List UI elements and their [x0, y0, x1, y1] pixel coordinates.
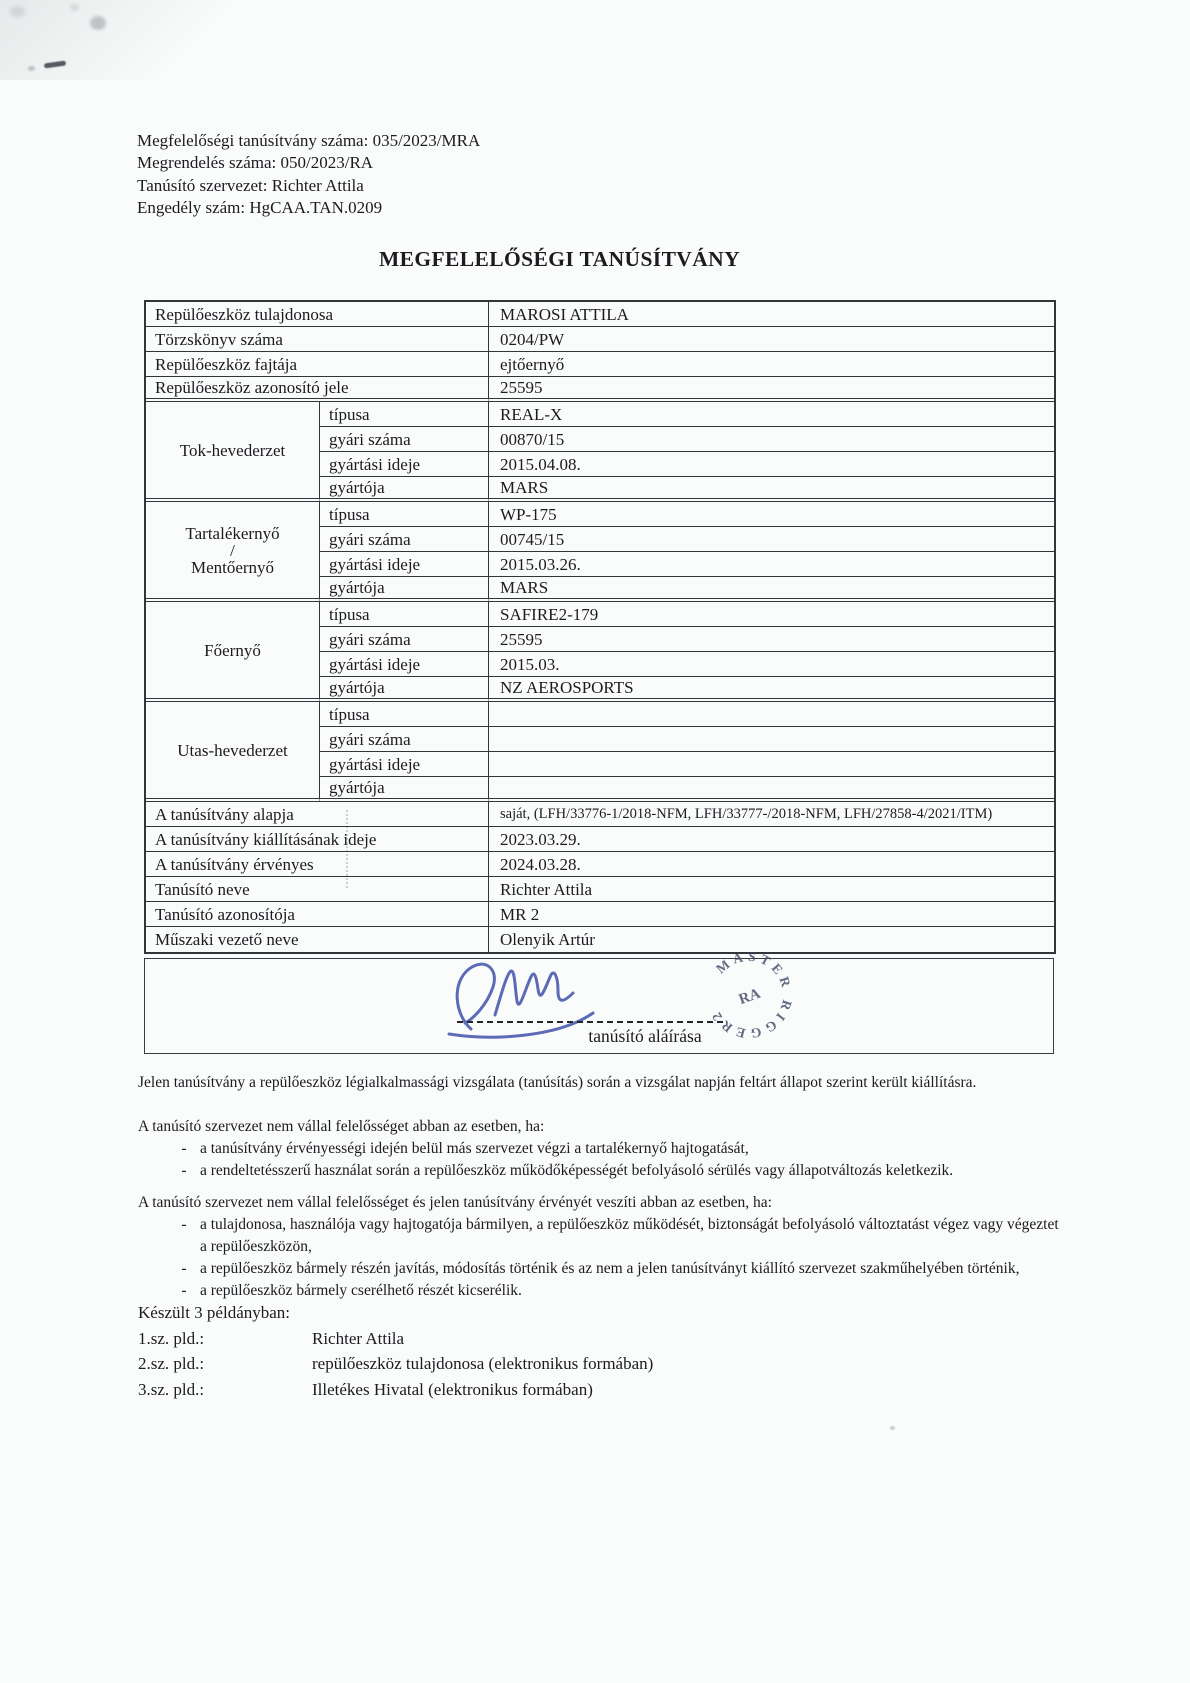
subfield-label: típusa — [320, 602, 489, 627]
row-label-owner: Repülőeszköz tulajdonosa — [146, 302, 489, 327]
section-name-reserve-parachute: Tartalékernyő / Mentőernyő — [146, 502, 320, 602]
subfield-value: 2015.03.26. — [489, 552, 1054, 577]
svg-text:RA: RA — [736, 985, 763, 1008]
scan-smudge — [28, 66, 35, 71]
subfield-label: gyári száma — [320, 727, 489, 752]
row-value-issue-date: 2023.03.29. — [489, 827, 1054, 852]
row-value-certifier-id: MR 2 — [489, 902, 1054, 927]
scan-edge-shading — [0, 0, 260, 80]
row-label-aircraft-id: Repülőeszköz azonosító jele — [146, 377, 489, 402]
copy-item: 1.sz. pld.: Richter Attila — [138, 1328, 405, 1348]
subfield-label: típusa — [320, 402, 489, 427]
subfield-label: gyártója — [320, 477, 489, 502]
issued-note: Jelen tanúsítvány a repülőeszköz légialkalmassági vizsgálata (tanúsítás) során a vizsgálat napján feltárt állapot szerint került kiállításra. — [138, 1074, 977, 1091]
scan-smudge — [90, 16, 106, 30]
bullet-dash: - — [181, 1260, 187, 1277]
certifier-organization-line: Tanúsító szervezet: Richter Attila — [137, 175, 364, 195]
subfield-value: 00745/15 — [489, 527, 1054, 552]
subfield-label: gyártási ideje — [320, 652, 489, 677]
scan-smudge — [10, 6, 25, 17]
subfield-value: 2015.04.08. — [489, 452, 1054, 477]
subfield-label: gyártója — [320, 577, 489, 602]
subfield-value: 25595 — [489, 627, 1054, 652]
row-label-registry-number: Törzskönyv száma — [146, 327, 489, 352]
certificate-number-line: Megfelelőségi tanúsítvány száma: 035/2023/MRA — [137, 131, 481, 150]
subfield-value: MARS — [489, 577, 1054, 602]
subfield-value: WP-175 — [489, 502, 1054, 527]
list-item: - a rendeltetésszerű használat során a repülőeszköz működőképességét befolyásoló sérülés vagy állapotváltozás keletkezik. — [138, 1160, 1068, 1182]
subfield-label: gyártási ideje — [320, 452, 489, 477]
disclaimer-1-intro: A tanúsító szervezet nem vállal felelősséget abban az esetben, ha: — [138, 1118, 545, 1135]
subfield-label: gyári száma — [320, 427, 489, 452]
disclaimer-2 — [138, 1192, 1068, 1302]
subfield-value-empty — [489, 777, 1054, 802]
bullet-dash: - — [181, 1282, 187, 1299]
subfield-label: típusa — [320, 702, 489, 727]
row-value-certifier-name: Richter Attila — [489, 877, 1054, 902]
subfield-label: gyártója — [320, 677, 489, 702]
list-item: - a repülőeszköz bármely részén javítás, módosítás történik és az nem a jelen tanúsítványt kiállító szervezet szakműhelyében történik, — [138, 1258, 1068, 1280]
subfield-label: gyári száma — [320, 627, 489, 652]
signature-line — [457, 1021, 723, 1023]
section-name-main-canopy: Főernyő — [146, 602, 320, 702]
disclaimer-2-intro: A tanúsító szervezet nem vállal felelősséget és jelen tanúsítvány érvényét veszíti abban az esetben, ha: — [138, 1194, 772, 1211]
section-name-harness-container: Tok-hevederzet — [146, 402, 320, 502]
scan-smudge — [890, 1426, 895, 1430]
list-item: - a tulajdonosa, használója vagy hajtogatója bármilyen, a repülőeszköz működését, biztonságát befolyásoló változtatást végez vagy végeztet a repülőeszközön, — [138, 1214, 1068, 1258]
subfield-label: gyártója — [320, 777, 489, 802]
subfield-value: REAL-X — [489, 402, 1054, 427]
permit-number-line: Engedély szám: HgCAA.TAN.0209 — [137, 198, 383, 218]
subfield-value: 00870/15 — [489, 427, 1054, 452]
copy-item: 3.sz. pld.: Illetékes Hivatal (elektronikus formában) — [138, 1379, 593, 1399]
subfield-label: gyártási ideje — [320, 752, 489, 777]
copies-block — [138, 1300, 653, 1402]
subfield-value-empty — [489, 727, 1054, 752]
page-title: MEGFELELŐSÉGI TANÚSÍTVÁNY — [378, 247, 741, 271]
subfield-value: 2015.03. — [489, 652, 1054, 677]
subfield-value: NZ AEROSPORTS — [489, 677, 1054, 702]
list-item: - a repülőeszköz bármely cserélhető részét kicserélik. — [138, 1280, 1068, 1302]
section-name-passenger-harness: Utas-hevederzet — [146, 702, 320, 802]
bullet-dash: - — [181, 1216, 187, 1233]
bullet-dash: - — [181, 1162, 187, 1179]
scan-smudge — [70, 4, 79, 11]
certificate-table — [144, 300, 1056, 954]
copies-intro: Készült 3 példányban: — [138, 1303, 291, 1322]
subfield-value-empty — [489, 702, 1054, 727]
subfield-label: gyártási ideje — [320, 552, 489, 577]
row-value-valid-until: 2024.03.28. — [489, 852, 1054, 877]
row-value-owner: MAROSI ATTILA — [489, 302, 1054, 327]
row-value-aircraft-id: 25595 — [489, 377, 1054, 402]
copy-item: 2.sz. pld.: repülőeszköz tulajdonosa (elektronikus formában) — [138, 1354, 654, 1373]
signature-caption: tanúsító aláírása — [588, 1026, 702, 1046]
row-value-registry-number: 0204/PW — [489, 327, 1054, 352]
disclaimer-1 — [138, 1116, 1068, 1182]
signature-box — [144, 948, 1054, 1054]
bullet-dash: - — [181, 1140, 187, 1157]
row-label-certifier-name: Tanúsító neve — [146, 877, 489, 902]
row-label-certificate-basis: A tanúsítvány alapja — [146, 802, 489, 827]
row-label-technical-leader: Műszaki vezető neve — [146, 927, 489, 952]
subfield-value: MARS — [489, 477, 1054, 502]
order-number-line: Megrendelés száma: 050/2023/RA — [137, 153, 374, 173]
subfield-value: SAFIRE2-179 — [489, 602, 1054, 627]
row-value-technical-leader: Olenyik Artúr — [500, 930, 595, 949]
row-value-certificate-basis: saját, (LFH/33776-1/2018-NFM, LFH/33777-/2018-NFM, LFH/27858-4/2021/ITM) — [489, 802, 1054, 827]
subfield-value-empty — [489, 752, 1054, 777]
document-header — [137, 130, 480, 220]
svg-text:MASTER RIGGER2: MASTER RIGGER2 — [706, 948, 796, 1042]
list-item: - a tanúsítvány érvényességi idején belül más szervezet végzi a tartalékernyő hajtogatását, — [138, 1138, 1068, 1160]
row-label-issue-date: A tanúsítvány kiállításának ideje — [146, 827, 489, 852]
row-label-certifier-id: Tanúsító azonosítója — [146, 902, 489, 927]
row-label-aircraft-type: Repülőeszköz fajtája — [146, 352, 489, 377]
row-label-valid-until: A tanúsítvány érvényes — [146, 852, 489, 877]
subfield-label: típusa — [320, 502, 489, 527]
row-value-aircraft-type: ejtőernyő — [489, 352, 1054, 377]
subfield-label: gyári száma — [320, 527, 489, 552]
